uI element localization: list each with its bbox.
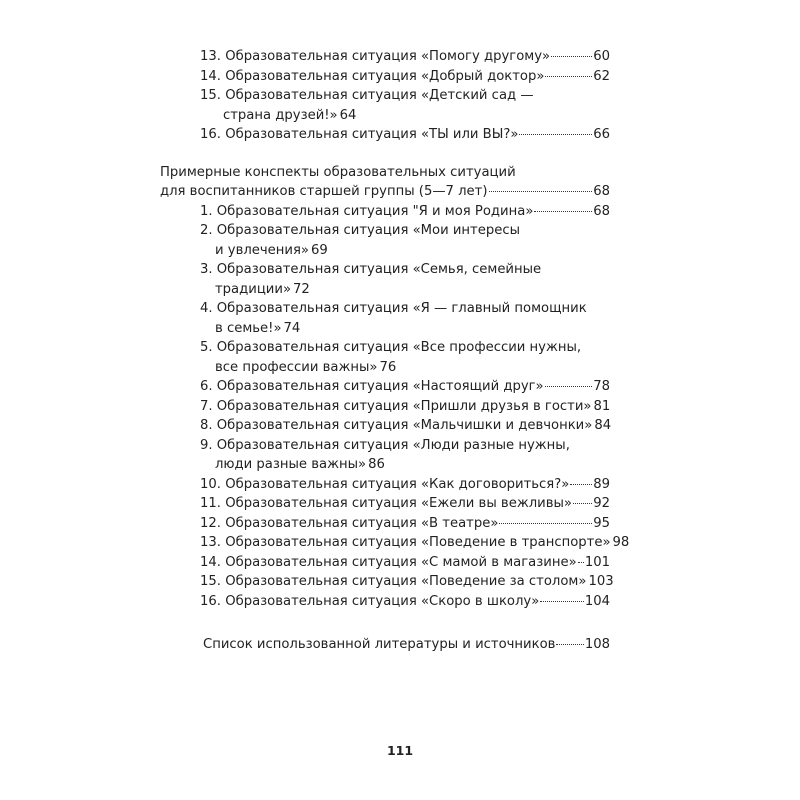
toc-entry-row xyxy=(200,533,630,553)
toc-entry-row xyxy=(200,397,610,417)
toc-entry-page-number: 86 xyxy=(368,457,385,472)
toc-entry-row xyxy=(200,299,610,319)
toc-entry xyxy=(200,338,610,377)
dot-leader xyxy=(489,190,593,192)
toc-entry-number: 6. xyxy=(200,379,213,394)
toc-entry xyxy=(200,202,610,222)
toc-entry-title xyxy=(200,475,569,495)
toc-entry-number: 10. xyxy=(200,476,221,492)
toc-entry-page-number: 98 xyxy=(612,535,630,550)
toc-entry-number: 13. xyxy=(200,49,221,64)
toc-entry-continuation-row xyxy=(200,241,610,261)
dot-leader xyxy=(570,483,592,485)
toc-entry-page-number: 74 xyxy=(283,320,301,336)
toc-entry-title-text: Образовательная ситуация «Поведение в транспорте» xyxy=(225,535,611,550)
toc-entry-title-continuation: традиции» xyxy=(215,281,292,297)
dot-leader xyxy=(499,522,592,524)
toc-entry-title-text: Образовательная ситуация «Мои интересы xyxy=(216,223,520,238)
toc-entry-page-number: 64 xyxy=(339,107,357,123)
toc-entry-title-text: Образовательная ситуация «Люди разные нужны, xyxy=(216,437,570,453)
toc-entry-title xyxy=(200,553,577,573)
toc-entry-title xyxy=(200,202,533,222)
toc-entry xyxy=(200,377,610,397)
toc-entry-number: 14. xyxy=(200,554,221,570)
toc-entry-title-text: Образовательная ситуация «ТЫ или ВЫ?» xyxy=(225,127,519,142)
toc-entry-page-number: 66 xyxy=(593,127,610,142)
toc-entry-title-text: Образовательная ситуация «Мальчишки и девчонки» xyxy=(216,418,593,433)
toc-entry-title xyxy=(200,299,587,319)
dot-leader xyxy=(545,385,593,387)
toc-entry-row xyxy=(200,260,610,280)
toc-entry-continuation-row xyxy=(200,106,610,126)
toc-entry-title-text: Образовательная ситуация «В театре» xyxy=(225,515,499,531)
toc-entry-title-continuation: страна друзей!» xyxy=(223,107,338,123)
references-entry xyxy=(203,635,610,655)
toc-entry-number: 14. xyxy=(200,68,221,84)
toc-entry-number: 5. xyxy=(200,340,213,355)
toc-entry-row xyxy=(200,338,610,358)
dot-leader xyxy=(556,643,583,645)
toc-entry-title-text: Образовательная ситуация «Все профессии нужны, xyxy=(216,340,582,355)
toc-top-list xyxy=(160,47,610,145)
toc-entry-title xyxy=(200,572,586,592)
references-row xyxy=(203,635,610,655)
toc-entry xyxy=(200,260,610,299)
toc-entry-continuation-row xyxy=(200,280,610,300)
toc-entry-number: 12. xyxy=(200,515,221,531)
toc-entry-row xyxy=(200,47,610,67)
toc-entry-title xyxy=(200,514,498,534)
toc-entry xyxy=(200,572,614,592)
toc-entry xyxy=(200,397,610,417)
toc-entry-continuation-row xyxy=(200,319,610,339)
toc-entry-row xyxy=(200,572,614,592)
toc-entry-row xyxy=(200,475,610,495)
toc-entry-title-continuation: все профессии важны» xyxy=(215,359,378,375)
toc-entry-row xyxy=(200,494,610,514)
toc-entry-title-continuation: в семье!» xyxy=(215,320,282,336)
toc-entry-title-text: Образовательная ситуация «Скоро в школу» xyxy=(225,593,540,609)
toc-entry-page-number: 60 xyxy=(593,49,610,64)
toc-entry-row xyxy=(200,221,610,241)
toc-entry-number: 9. xyxy=(200,437,213,453)
toc-entry-title-text: Образовательная ситуация «Пришли друзья в гости» xyxy=(216,398,592,414)
toc-entry xyxy=(200,67,610,87)
toc-entry-title-text: Образовательная ситуация «Детский сад — xyxy=(225,88,534,103)
toc-entry-number: 13. xyxy=(200,535,221,550)
toc-entry-title-text: Образовательная ситуация «Поведение за столом» xyxy=(225,574,587,589)
section-heading-line2: для воспитанников старшей группы (5—7 лет) xyxy=(160,184,488,199)
dot-leader xyxy=(519,133,592,135)
toc-entry-page-number: 62 xyxy=(593,68,610,84)
toc-entry xyxy=(200,553,610,573)
toc-entry-number: 15. xyxy=(200,88,221,103)
toc-entry xyxy=(200,47,610,67)
toc-entry-title xyxy=(200,125,518,145)
toc-entry-title-text: Образовательная ситуация «Я — главный помощник xyxy=(216,301,587,316)
dot-leader xyxy=(573,502,592,504)
toc-entry-page-number: 101 xyxy=(584,554,610,570)
toc-entry-number: 7. xyxy=(200,398,213,414)
toc-entry-row xyxy=(200,436,610,456)
toc-entry-number: 16. xyxy=(200,593,221,609)
toc-entry-page-number: 72 xyxy=(293,281,310,297)
toc-entry-page-number: 78 xyxy=(593,379,610,394)
toc-entry-title xyxy=(200,494,572,514)
toc-entry-row xyxy=(200,416,610,436)
toc-entry-number: 2. xyxy=(200,223,213,238)
toc-entry xyxy=(200,416,610,436)
toc-entry-page-number: 69 xyxy=(310,242,328,258)
toc-entry-row xyxy=(200,377,610,397)
toc-entry-page-number: 92 xyxy=(593,496,610,511)
toc-entry-page-number: 95 xyxy=(593,515,610,531)
toc-entry-title xyxy=(200,221,520,241)
toc-entry-number: 15. xyxy=(200,574,221,589)
toc-entry-number: 3. xyxy=(200,262,213,277)
toc-entry-page-number: 103 xyxy=(588,574,614,589)
toc-entry-title xyxy=(200,436,570,456)
toc-entry-title-text: Образовательная ситуация «Как договориться?» xyxy=(225,476,570,492)
dot-leader xyxy=(578,561,584,563)
toc-entry-row xyxy=(200,86,610,106)
toc-entry-number: 1. xyxy=(200,203,213,219)
toc-entry-title xyxy=(200,416,592,436)
toc-entry xyxy=(200,86,610,125)
toc-entry-title-text: Образовательная ситуация «С мамой в магазине» xyxy=(225,554,577,570)
toc-entry-title xyxy=(200,47,550,67)
toc-entry-title-text: Образовательная ситуация «Настоящий друг» xyxy=(216,379,544,394)
toc-section-list xyxy=(160,202,630,612)
toc-entry-page-number: 104 xyxy=(584,593,610,609)
toc-entry-title-text: Образовательная ситуация «Семья, семейные xyxy=(216,262,542,277)
toc-entry-page-number: 89 xyxy=(593,476,610,492)
toc-entry-number: 8. xyxy=(200,418,213,433)
toc-entry xyxy=(200,592,610,612)
references-title: Список использованной литературы и источников xyxy=(203,637,556,652)
toc-entry-page-number: 81 xyxy=(593,398,611,414)
toc-entry-page-number: 84 xyxy=(594,418,612,433)
toc-entry-number: 16. xyxy=(200,127,221,142)
toc-entry xyxy=(200,533,630,553)
toc-entry-title xyxy=(200,67,544,87)
toc-entry-title-text: Образовательная ситуация "Я и моя Родина» xyxy=(216,203,534,219)
toc-entry-row xyxy=(200,202,610,222)
toc-entry-title xyxy=(200,260,541,280)
toc-entry xyxy=(200,436,610,475)
section-page-number: 68 xyxy=(593,184,610,199)
table-of-contents xyxy=(160,47,630,655)
toc-entry-row xyxy=(200,67,610,87)
toc-entry xyxy=(200,125,610,145)
dot-leader xyxy=(540,600,584,602)
toc-entry-title xyxy=(200,397,592,417)
toc-entry xyxy=(200,494,610,514)
toc-entry xyxy=(200,221,610,260)
toc-entry-row xyxy=(200,514,610,534)
toc-entry-number: 4. xyxy=(200,301,213,316)
toc-entry-title xyxy=(200,86,534,106)
toc-entry-title-continuation: люди разные важны» xyxy=(215,457,367,472)
toc-entry xyxy=(200,514,610,534)
toc-entry-title-text: Образовательная ситуация «Помогу другому» xyxy=(225,49,551,64)
references-page-number: 108 xyxy=(584,637,610,652)
toc-entry-row xyxy=(200,592,610,612)
section-heading xyxy=(160,163,610,202)
dot-leader xyxy=(545,75,592,77)
section-heading-row xyxy=(160,182,610,202)
toc-entry-title xyxy=(200,592,539,612)
section-heading-line1: Примерные конспекты образовательных ситуаций xyxy=(160,164,516,180)
toc-entry-number: 11. xyxy=(200,496,221,511)
page-number: 111 xyxy=(386,743,414,758)
toc-entry-title xyxy=(200,533,611,553)
dot-leader xyxy=(534,210,592,212)
toc-entry xyxy=(200,475,610,495)
toc-entry-title xyxy=(200,377,544,397)
toc-entry-row xyxy=(200,125,610,145)
toc-entry-page-number: 68 xyxy=(593,203,610,219)
toc-entry-continuation-row xyxy=(200,455,610,475)
toc-entry-title-continuation: и увлечения» xyxy=(215,242,309,258)
toc-entry-row xyxy=(200,553,610,573)
toc-entry-title-text: Образовательная ситуация «Добрый доктор» xyxy=(225,68,545,84)
toc-entry-title xyxy=(200,338,581,358)
toc-entry-title-text: Образовательная ситуация «Ежели вы вежливы» xyxy=(225,496,572,511)
dot-leader xyxy=(551,55,592,57)
toc-entry-page-number: 76 xyxy=(379,359,397,375)
toc-entry xyxy=(200,299,610,338)
toc-entry-continuation-row xyxy=(200,358,610,378)
